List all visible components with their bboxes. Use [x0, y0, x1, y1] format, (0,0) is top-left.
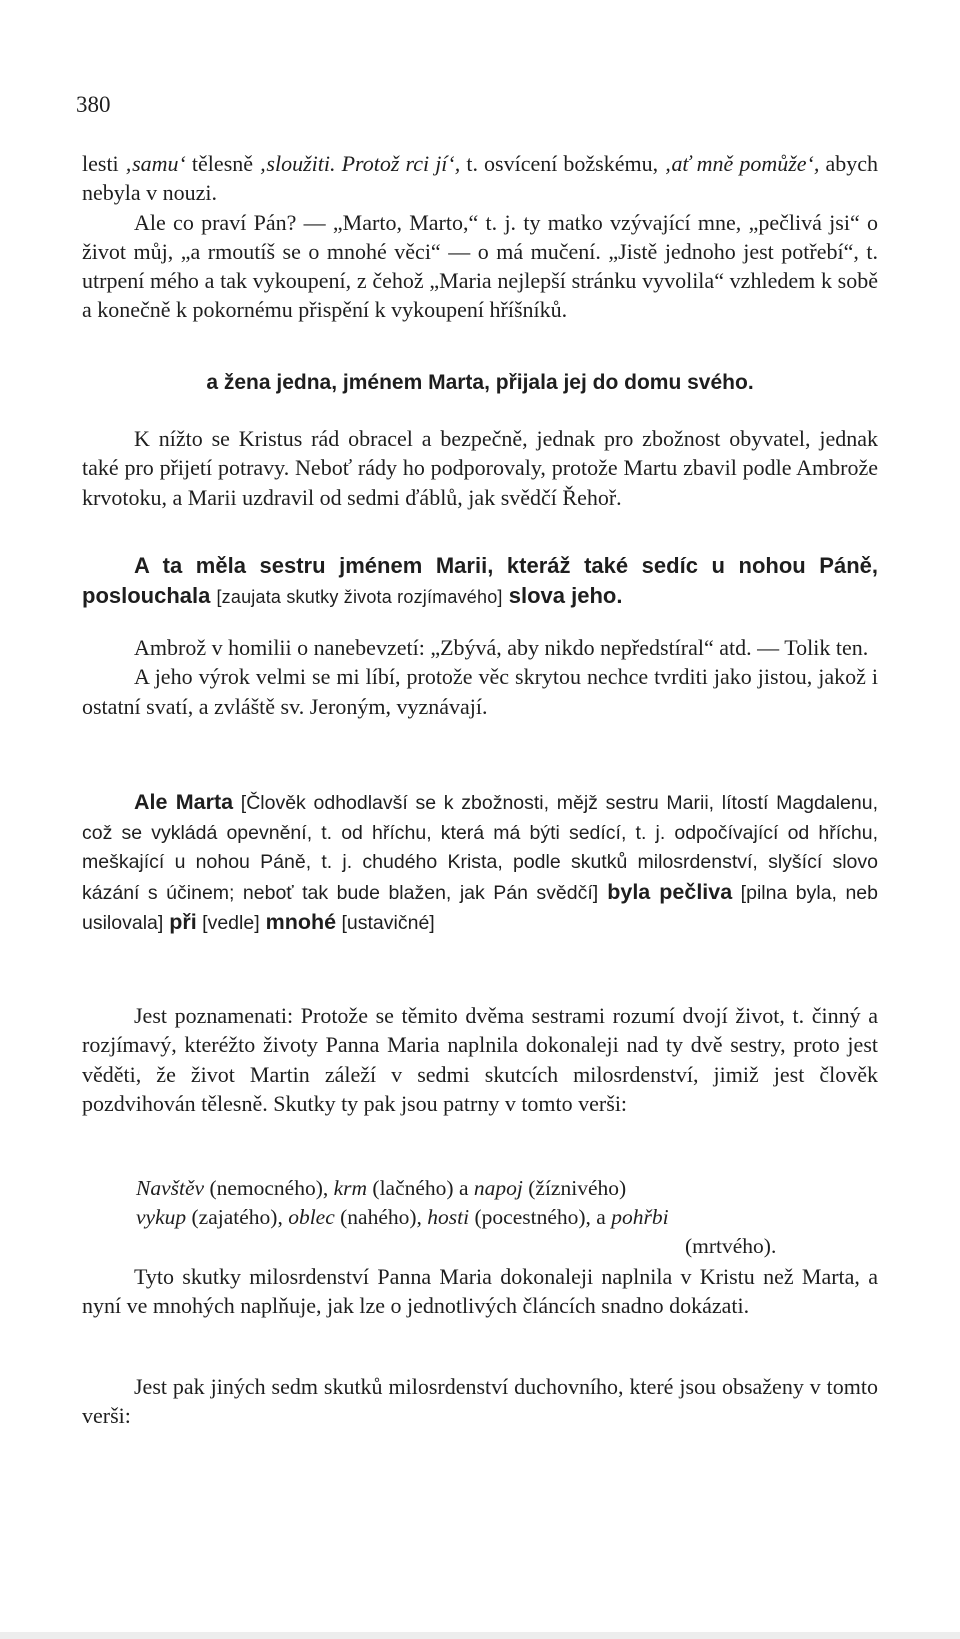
paragraph-9 [82, 1372, 878, 1431]
bold-run: při [163, 910, 197, 934]
text-run: abych nebyla v nouzi. [82, 151, 878, 206]
paragraph-7 [82, 1001, 878, 1118]
paragraph-5: A jeho výrok velmi se mi líbí, protože věc skrytou nechce tvrditi jako jistou, jakož i ostatní svatí, a zvláště sv. Jeroným, vyznávají. [82, 664, 878, 719]
italic-run: ‚ať mně pomůže‘, [664, 151, 820, 176]
italic-run: ‚samu‘ [124, 151, 186, 176]
heading-marta: a žena jedna, jménem Marta, přijala jej do domu svého. [206, 371, 754, 394]
paragraph-3 [82, 424, 878, 512]
text-run: [ustavičné] [336, 912, 435, 934]
text-run: (nemocného), [204, 1176, 334, 1200]
text-run: [Člověk odhodlavší se k zbožnosti, mějž sestru Marii, lítostí Magdalenu, což se vykládá opevnění, t. od hříchu, která má býti sedící, t. j. odpočívající od hříchu, meškající u nohou Páně, t. j. chudého Krista, podle skutků milosrdenství, slyšící slovo kázání s účinem; neboť tak bude blažen, jak Pán svědčí] [82, 792, 878, 904]
page-bottom-edge [0, 1632, 960, 1639]
text-run: (pocestného), a [469, 1205, 612, 1229]
paragraph-4: Ambrož v homilii o nanebevzetí: „Zbývá, aby nikdo nepředstíral“ atd. — Tolik ten. [134, 635, 869, 660]
italic-run: oblec [288, 1205, 335, 1229]
paragraph-8-text: Tyto skutky milosrdenství Panna Maria dokonaleji naplnila v Kristu než Marta, a nyní ve mnohých naplňuje, jak lze o jednotlivých článcích snadno dokázati. [82, 1264, 878, 1319]
paragraph-6 [82, 788, 878, 939]
italic-run: hosti [427, 1205, 470, 1229]
verse-block [136, 1174, 856, 1261]
heading-marie-main: A ta měla sestru jménem Marii, kteráž také sedíc u nohou Páně, poslouchala [82, 553, 878, 608]
heading-marie-bracket: [zaujata skutky života rozjímavého] [216, 587, 503, 607]
bold-run: mnohé [259, 910, 337, 934]
paragraph-4-5 [82, 633, 878, 721]
paragraph-9-text: Jest pak jiných sedm skutků milosrdenství duchovního, které jsou obsaženy v tomto verši: [82, 1374, 878, 1429]
verse-line-1 [136, 1174, 856, 1203]
italic-run: vykup [136, 1205, 187, 1229]
bold-run: Ale Marta [134, 790, 234, 814]
text-run: lesti [82, 151, 125, 176]
text-run: (žíznivého) [522, 1176, 627, 1200]
italic-run: krm [333, 1176, 368, 1200]
paragraph-1 [82, 149, 878, 325]
text-run: [vedle] [196, 912, 260, 934]
paragraph-2: Ale co praví Pán? — „Marto, Marto,“ t. j. ty matko vzývající mne, „pečlivá jsi“ o život můj, „a rmoutíš se o mnohé věci“ — o má mučení. „Jistě jednoho jest potřebí“, t. utrpení mého a tak vykoupení, z čehož „Maria nejlepší stránku vyvolila“ vzhledem k sobě a konečně k pokornému přispění k vykoupení hříšníků. [82, 209, 878, 323]
italic-run: Navštěv [136, 1176, 205, 1200]
paragraph-8 [82, 1262, 878, 1321]
paragraph-3-text: K nížto se Kristus rád obracel a bezpečně, jednak pro zbožnost obyvatel, jednak také pro přijetí potravy. Neboť rády ho podporovaly, protože Martu zbavil podle Ambrože krvotoku, a Marii uzdravil od sedmi ďáblů, jak svědčí Řehoř. [82, 426, 878, 510]
heading-marie-end: slova jeho. [502, 583, 623, 608]
text-run: [pilna byla, neb usilovala] [82, 881, 878, 934]
heading-marie [82, 551, 878, 612]
paragraph-7-text: Jest poznamenati: Protože se těmito dvěma sestrami rozumí dvojí život, t. činný a rozjímavý, kteréžto životy Panna Maria naplnila dokonaleji nad ty dvě sestry, proto jest věděti, že život Martin záleží v sedmi skutcích milosrdenství, jimiž jest člověk pozdvihován tělesně. Skutky ty pak jsou patrny v tomto verši: [82, 1003, 878, 1116]
text-run: tělesně [185, 151, 260, 176]
italic-run: ‚sloužiti. Protož rci jí‘, [259, 151, 461, 176]
bold-run: byla pečliva [598, 879, 733, 904]
text-run: (nahého), [334, 1205, 428, 1229]
verse-line-3: (mrtvého). [685, 1234, 777, 1258]
italic-run: napoj [473, 1176, 523, 1200]
italic-run: pohřbi [611, 1205, 669, 1229]
page-number: 380 [76, 92, 111, 117]
verse-line-2 [136, 1203, 856, 1232]
text-run: (lačného) a [367, 1176, 474, 1200]
text-run: (zajatého), [186, 1205, 289, 1229]
text-run: t. osvícení božskému, [460, 151, 665, 176]
